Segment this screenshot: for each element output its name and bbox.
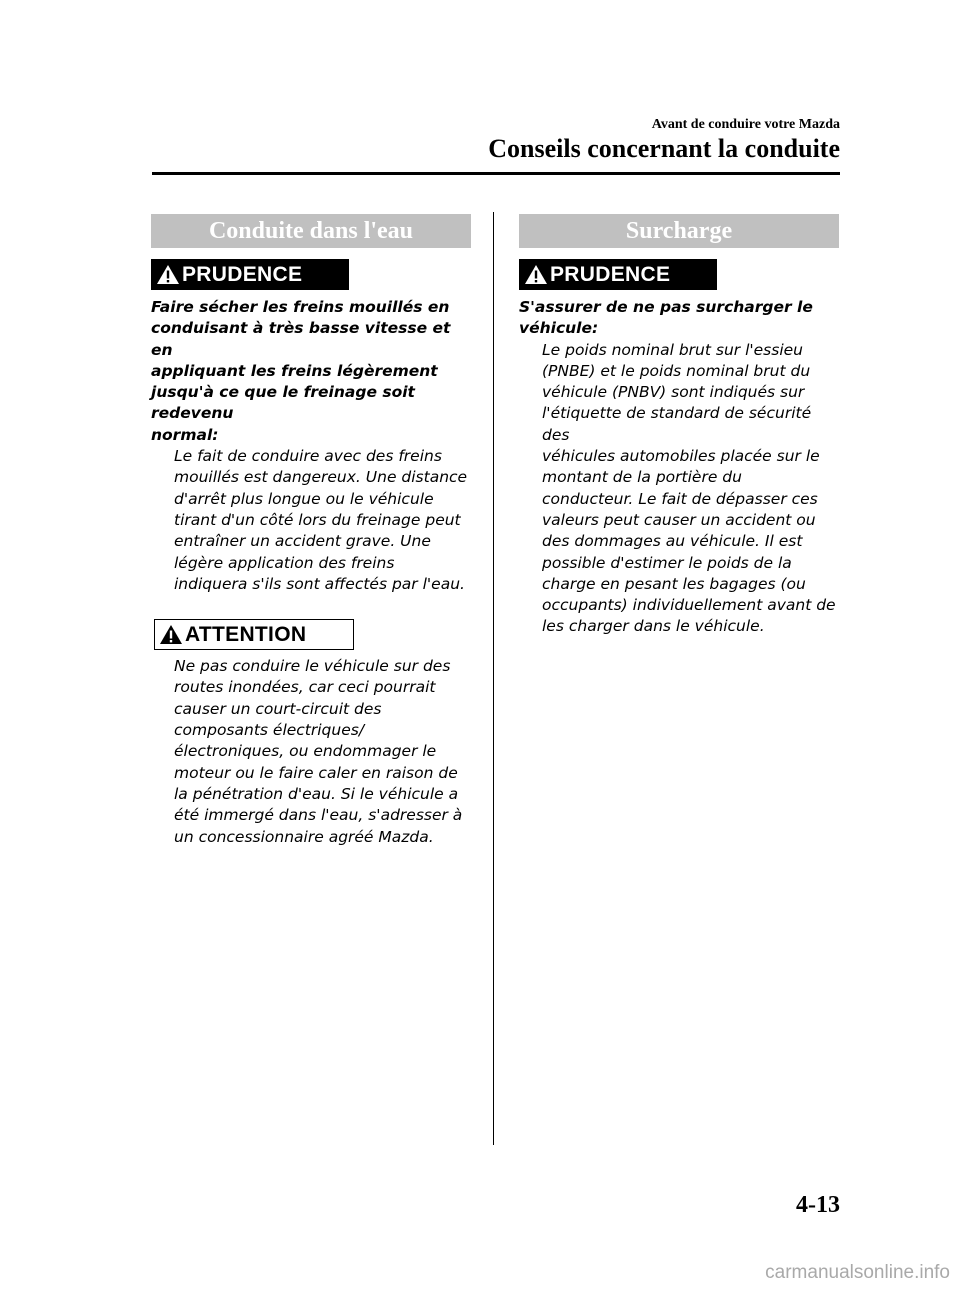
attention-banner (154, 619, 354, 650)
warning-triangle-icon (524, 264, 548, 285)
page-number: 4-13 (796, 1192, 840, 1218)
warning-triangle-icon (159, 624, 183, 645)
section-title-overload: Surcharge (519, 214, 839, 248)
prudence-lead-text: Faire sécher les freins mouillés en conduisant à très basse vitesse et en appliquant les freins légèrement jusqu'à ce que le freinage soit redevenu normal: (151, 298, 451, 444)
warning-triangle-icon (156, 264, 180, 285)
prudence-banner (151, 259, 349, 290)
header-rule (152, 172, 840, 175)
attention-label: ATTENTION (185, 622, 307, 646)
prudence-lead-text: S'assurer de ne pas surcharger le véhicule: (519, 298, 813, 338)
left-column (151, 214, 471, 848)
prudence-body-text: Le poids nominal brut sur l'essieu (PNBE) et le poids nominal brut du véhicule (PNBV) sont indiqués sur l'étiquette de standard de sécurité des véhicules automobiles placée sur le montant de la portière du conducteur. Le fait de dépasser ces valeurs peut causer un accident ou des dommages au véhicule. Il est possible d'estimer le poids de la charge en pesant les bagages (ou occupants) individuellement avant de les charger dans le véhicule. (542, 340, 836, 636)
prudence-label: PRUDENCE (550, 262, 671, 286)
header-title: Conseils concernant la conduite (488, 134, 840, 163)
section-title-water-driving: Conduite dans l'eau (151, 214, 471, 248)
attention-body-text: Ne pas conduire le véhicule sur des routes inondées, car ceci pourrait causer un court-circuit des composants électriques/ électroniques, ou endommager le moteur ou le faire caler en raison de la pénétration d'eau. Si le véhicule a été immergé dans l'eau, s'adresser à un concessionnaire agréé Mazda. (174, 657, 463, 846)
watermark: carmanualsonline.info (765, 1262, 950, 1283)
header-subtitle: Avant de conduire votre Mazda (651, 117, 840, 132)
prudence-body-text: Le fait de conduire avec des freins mouillés est dangereux. Une distance d'arrêt plus longue ou le véhicule tirant d'un côté lors du freinage peut entraîner un accident grave. Une légère application des freins indiquera s'ils sont affectés par l'eau. (174, 447, 468, 593)
right-column (519, 214, 839, 638)
prudence-banner (519, 259, 717, 290)
column-divider (493, 212, 494, 1145)
prudence-label: PRUDENCE (182, 262, 303, 286)
